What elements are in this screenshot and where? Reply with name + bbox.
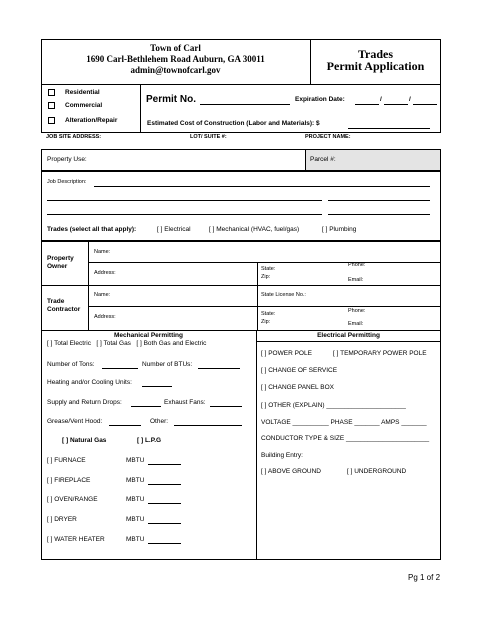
other-label: Other: — [150, 418, 169, 425]
elec-conductor-line[interactable]: CONDUCTOR TYPE & SIZE _______________________ — [261, 435, 430, 442]
mbtu-label: MBTU — [126, 516, 145, 523]
job-description-line-2[interactable] — [47, 200, 322, 201]
mbtu-field-dryer[interactable] — [148, 523, 181, 524]
tons-field[interactable] — [102, 368, 138, 369]
lot-suite-label: LOT/ SUITE #: — [190, 134, 227, 140]
trade-option-mechanical[interactable]: [ ] Mechanical (HVAC, fuel/gas) — [209, 226, 300, 233]
elec-other-explain[interactable]: [ ] OTHER (EXPLAIN) ______________________ — [261, 402, 406, 409]
elec-change-panel[interactable]: [ ] CHANGE PANEL BOX — [261, 384, 334, 391]
permit-no-label: Permit No. — [146, 94, 197, 105]
permit-no-field[interactable] — [200, 104, 290, 105]
cost-field[interactable] — [348, 128, 430, 129]
checkbox-icon[interactable] — [48, 89, 55, 96]
owner-phone-label: Phone: — [348, 262, 366, 268]
expiration-day-field[interactable] — [384, 104, 408, 105]
heating-label: Heating and/or Cooling Units: — [47, 379, 132, 386]
exhaust-field[interactable] — [210, 406, 242, 407]
electrical-title: Electrical Permitting — [317, 332, 380, 339]
elec-change-service[interactable]: [ ] CHANGE OF SERVICE — [261, 367, 338, 374]
job-site-label: JOB SITE ADDRESS: — [46, 134, 102, 140]
permitting-divider — [256, 330, 257, 560]
elec-power-pole[interactable]: [ ] POWER POLE — [261, 350, 312, 357]
contractor-zip-label: Zip: — [261, 319, 271, 325]
mbtu-label: MBTU — [126, 536, 145, 543]
elec-building-entry-label: Building Entry: — [261, 452, 303, 459]
contractor-state-label: State: — [261, 311, 276, 317]
elec-underground[interactable]: [ ] UNDERGROUND — [347, 468, 407, 475]
trade-option-electrical[interactable]: [ ] Electrical — [157, 226, 191, 233]
tons-label: Number of Tons: — [47, 361, 95, 368]
owner-name-label: Name: — [94, 249, 111, 255]
mbtu-label: MBTU — [126, 496, 145, 503]
owner-divider-mid — [88, 262, 441, 263]
property-use-label: Property Use: — [47, 156, 87, 163]
org-email: admin@townofcarl.gov — [130, 65, 221, 75]
grease-field[interactable] — [109, 425, 141, 426]
contractor-name-label: Name: — [94, 292, 111, 298]
trades-label: Trades (select all that apply): — [47, 226, 137, 233]
owner-divider-right — [257, 262, 258, 286]
owner-state-label: State: — [261, 266, 276, 272]
expiration-label: Expiration Date: — [295, 96, 345, 103]
contractor-section-label: Trade — [47, 298, 65, 305]
lpg-option[interactable]: [ ] L.P.G — [137, 437, 162, 444]
heating-field[interactable] — [142, 386, 172, 387]
mech-item-dryer[interactable]: [ ] DRYER — [47, 516, 77, 523]
supply-label: Supply and Return Drops: — [47, 399, 122, 406]
contractor-license-label: State License No.: — [261, 292, 306, 298]
btus-label: Number of BTUs: — [142, 361, 193, 368]
owner-zip-label: Zip: — [261, 274, 271, 280]
permit-type-commercial[interactable] — [48, 102, 102, 109]
project-name-label: PROJECT NAME: — [305, 134, 351, 140]
mbtu-field-fireplace[interactable] — [148, 484, 181, 485]
elec-temp-power-pole[interactable]: [ ] TEMPORARY POWER POLE — [333, 350, 427, 357]
org-name: Town of Carl — [150, 43, 201, 53]
mbtu-field-water-heater[interactable] — [148, 543, 181, 544]
supply-field[interactable] — [131, 406, 161, 407]
date-sep: / — [380, 96, 382, 103]
fuel-options[interactable]: [ ] Total Electric [ ] Total Gas [ ] Both Gas and Electric — [47, 340, 207, 347]
mbtu-field-oven[interactable] — [148, 503, 181, 504]
contractor-address-label: Address: — [94, 314, 116, 320]
mbtu-label: MBTU — [126, 477, 145, 484]
grease-label: Grease/Vent Hood: — [47, 418, 103, 425]
contractor-email-label: Email: — [348, 321, 364, 327]
checkbox-icon[interactable] — [48, 102, 55, 109]
cost-label: Estimated Cost of Construction (Labor and Materials): $ — [147, 120, 320, 127]
contractor-phone-label: Phone: — [348, 308, 366, 314]
mech-item-water-heater[interactable]: [ ] WATER HEATER — [47, 536, 105, 543]
job-description-line-2b[interactable] — [328, 200, 430, 201]
owner-section-label: Owner — [47, 263, 68, 270]
permit-type-alteration[interactable] — [48, 117, 117, 124]
other-field[interactable] — [174, 425, 242, 426]
btus-field[interactable] — [198, 368, 240, 369]
job-description-line-3[interactable] — [47, 214, 322, 215]
form-title-line1: Trades — [357, 47, 394, 61]
contractor-divider-mid — [88, 306, 441, 307]
job-description-line-1[interactable] — [94, 186, 430, 187]
owner-box — [41, 241, 441, 286]
owner-email-label: Email: — [348, 277, 364, 283]
contractor-divider-left — [88, 285, 89, 331]
permit-type-residential[interactable] — [48, 89, 100, 96]
mech-item-oven[interactable]: [ ] OVEN/RANGE — [47, 496, 98, 503]
mbtu-label: MBTU — [126, 457, 145, 464]
org-address: 1690 Carl-Bethlehem Road Auburn, GA 30011 — [86, 54, 265, 64]
form-title-line2: Permit Application — [326, 59, 425, 73]
permit-type-label: Residential — [65, 89, 100, 97]
expiration-year-field[interactable] — [413, 104, 437, 105]
job-description-line-3b[interactable] — [328, 214, 430, 215]
job-description-label: Job Description: — [47, 179, 87, 185]
page-number: Pg 1 of 2 — [408, 573, 441, 582]
electrical-title-rule — [257, 341, 441, 342]
contractor-section-label: Contractor — [47, 306, 81, 313]
mbtu-field-furnace[interactable] — [148, 464, 181, 465]
trade-option-plumbing[interactable]: [ ] Plumbing — [322, 226, 357, 233]
exhaust-label: Exhaust Fans: — [164, 399, 206, 406]
elec-voltage-line[interactable]: VOLTAGE __________ PHASE _______ AMPS _______ — [261, 419, 427, 426]
parcel-label: Parcel #: — [310, 156, 336, 163]
elec-above-ground[interactable]: [ ] ABOVE GROUND — [261, 468, 321, 475]
expiration-month-field[interactable] — [355, 104, 379, 105]
permitting-box — [41, 330, 441, 560]
mech-item-furnace[interactable]: [ ] FURNACE — [47, 457, 86, 464]
natural-gas-option[interactable]: [ ] Natural Gas — [62, 437, 107, 444]
checkbox-icon[interactable] — [48, 117, 55, 124]
parcel-divider — [305, 149, 306, 171]
mechanical-title: Mechanical Permitting — [114, 332, 183, 339]
owner-section-label: Property — [47, 255, 74, 262]
owner-address-label: Address: — [94, 270, 116, 276]
date-sep: / — [409, 96, 411, 103]
owner-divider-left — [88, 241, 89, 286]
permit-type-label: Alteration/Repair — [65, 117, 118, 125]
mech-item-fireplace[interactable]: [ ] FIREPLACE — [47, 477, 91, 484]
contractor-divider-right — [257, 285, 258, 331]
permit-type-label: Commercial — [65, 102, 103, 110]
permit-divider — [140, 84, 141, 133]
